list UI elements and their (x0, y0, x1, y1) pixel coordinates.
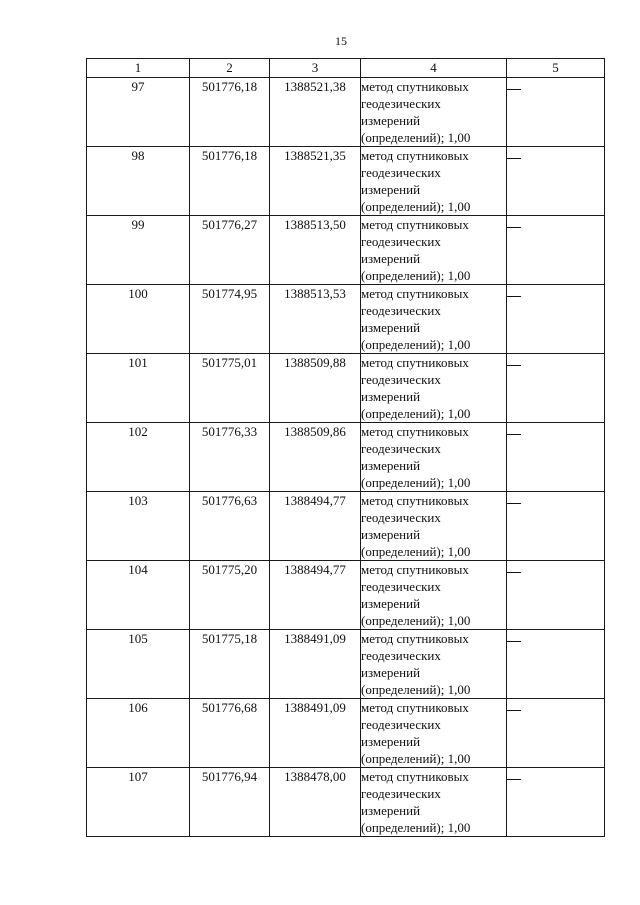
point-number-cell: 98 (87, 147, 190, 216)
y-coordinate-cell: 1388513,50 (270, 216, 361, 285)
method-line: метод спутниковых (361, 562, 469, 577)
method-cell (361, 561, 507, 630)
y-coordinate-cell: 1388494,77 (270, 492, 361, 561)
method-line: метод спутниковых (361, 631, 469, 646)
table-row (87, 147, 605, 216)
note-cell (507, 699, 605, 768)
y-coordinate-cell: 1388509,86 (270, 423, 361, 492)
method-cell (361, 699, 507, 768)
method-line: метод спутниковых (361, 217, 469, 232)
table-header-row (87, 59, 605, 78)
point-number-cell: 97 (87, 78, 190, 147)
note-cell (507, 768, 605, 837)
method-line: (определений); 1,00 (361, 406, 471, 421)
dash-mark (507, 434, 521, 435)
method-line: геодезических (361, 786, 441, 801)
point-number-cell: 106 (87, 699, 190, 768)
method-cell (361, 492, 507, 561)
y-coordinate-cell: 1388509,88 (270, 354, 361, 423)
header-col-4: 4 (361, 59, 507, 78)
method-line: измерений (361, 803, 421, 818)
dash-mark (507, 296, 521, 297)
dash-mark (507, 158, 521, 159)
x-coordinate-cell: 501776,63 (190, 492, 270, 561)
method-line: (определений); 1,00 (361, 475, 471, 490)
dash-mark (507, 779, 521, 780)
note-cell (507, 78, 605, 147)
point-number-cell: 99 (87, 216, 190, 285)
method-cell (361, 216, 507, 285)
method-line: измерений (361, 113, 421, 128)
method-line: геодезических (361, 372, 441, 387)
x-coordinate-cell: 501776,33 (190, 423, 270, 492)
point-number-cell: 105 (87, 630, 190, 699)
method-line: (определений); 1,00 (361, 544, 471, 559)
method-line: (определений); 1,00 (361, 268, 471, 283)
method-line: (определений); 1,00 (361, 682, 471, 697)
method-line: измерений (361, 251, 421, 266)
x-coordinate-cell: 501776,27 (190, 216, 270, 285)
method-cell (361, 630, 507, 699)
method-line: геодезических (361, 303, 441, 318)
header-col-2: 2 (190, 59, 270, 78)
x-coordinate-cell: 501775,01 (190, 354, 270, 423)
note-cell (507, 216, 605, 285)
x-coordinate-cell: 501775,20 (190, 561, 270, 630)
dash-mark (507, 227, 521, 228)
x-coordinate-cell: 501776,18 (190, 147, 270, 216)
note-cell (507, 492, 605, 561)
table-row (87, 285, 605, 354)
x-coordinate-cell: 501776,94 (190, 768, 270, 837)
y-coordinate-cell: 1388521,38 (270, 78, 361, 147)
header-col-5: 5 (507, 59, 605, 78)
method-line: геодезических (361, 165, 441, 180)
point-number-cell: 100 (87, 285, 190, 354)
method-line: (определений); 1,00 (361, 820, 471, 835)
method-line: (определений); 1,00 (361, 130, 471, 145)
method-line: измерений (361, 527, 421, 542)
method-cell (361, 768, 507, 837)
method-line: геодезических (361, 234, 441, 249)
y-coordinate-cell: 1388478,00 (270, 768, 361, 837)
method-line: измерений (361, 596, 421, 611)
table-row (87, 354, 605, 423)
method-line: геодезических (361, 579, 441, 594)
x-coordinate-cell: 501775,18 (190, 630, 270, 699)
point-number-cell: 103 (87, 492, 190, 561)
y-coordinate-cell: 1388521,35 (270, 147, 361, 216)
method-cell (361, 78, 507, 147)
header-col-3: 3 (270, 59, 361, 78)
method-line: (определений); 1,00 (361, 199, 471, 214)
dash-mark (507, 572, 521, 573)
note-cell (507, 561, 605, 630)
table-row (87, 768, 605, 837)
note-cell (507, 423, 605, 492)
method-line: измерений (361, 320, 421, 335)
y-coordinate-cell: 1388494,77 (270, 561, 361, 630)
dash-mark (507, 710, 521, 711)
x-coordinate-cell: 501774,95 (190, 285, 270, 354)
point-number-cell: 102 (87, 423, 190, 492)
table-row (87, 699, 605, 768)
table-row (87, 216, 605, 285)
note-cell (507, 147, 605, 216)
method-line: метод спутниковых (361, 424, 469, 439)
method-line: измерений (361, 665, 421, 680)
dash-mark (507, 641, 521, 642)
y-coordinate-cell: 1388491,09 (270, 630, 361, 699)
table-row (87, 492, 605, 561)
x-coordinate-cell: 501776,18 (190, 78, 270, 147)
table-row (87, 630, 605, 699)
method-line: метод спутниковых (361, 355, 469, 370)
method-line: измерений (361, 389, 421, 404)
dash-mark (507, 365, 521, 366)
note-cell (507, 354, 605, 423)
table-row (87, 78, 605, 147)
method-line: (определений); 1,00 (361, 751, 471, 766)
method-line: метод спутниковых (361, 769, 469, 784)
y-coordinate-cell: 1388513,53 (270, 285, 361, 354)
method-line: геодезических (361, 441, 441, 456)
table-row (87, 561, 605, 630)
dash-mark (507, 503, 521, 504)
method-line: метод спутниковых (361, 286, 469, 301)
note-cell (507, 285, 605, 354)
method-cell (361, 285, 507, 354)
point-number-cell: 101 (87, 354, 190, 423)
point-number-cell: 104 (87, 561, 190, 630)
method-cell (361, 354, 507, 423)
method-line: (определений); 1,00 (361, 337, 471, 352)
dash-mark (507, 89, 521, 90)
y-coordinate-cell: 1388491,09 (270, 699, 361, 768)
method-line: геодезических (361, 648, 441, 663)
method-cell (361, 423, 507, 492)
header-col-1: 1 (87, 59, 190, 78)
table-row (87, 423, 605, 492)
point-number-cell: 107 (87, 768, 190, 837)
coordinates-table (86, 58, 605, 837)
method-line: геодезических (361, 96, 441, 111)
method-line: метод спутниковых (361, 700, 469, 715)
table-body (87, 78, 605, 837)
method-cell (361, 147, 507, 216)
x-coordinate-cell: 501776,68 (190, 699, 270, 768)
method-line: метод спутниковых (361, 148, 469, 163)
method-line: метод спутниковых (361, 493, 469, 508)
method-line: (определений); 1,00 (361, 613, 471, 628)
method-line: измерений (361, 182, 421, 197)
method-line: измерений (361, 458, 421, 473)
method-line: метод спутниковых (361, 79, 469, 94)
page-number: 15 (335, 34, 347, 48)
method-line: измерений (361, 734, 421, 749)
method-line: геодезических (361, 510, 441, 525)
note-cell (507, 630, 605, 699)
method-line: геодезических (361, 717, 441, 732)
